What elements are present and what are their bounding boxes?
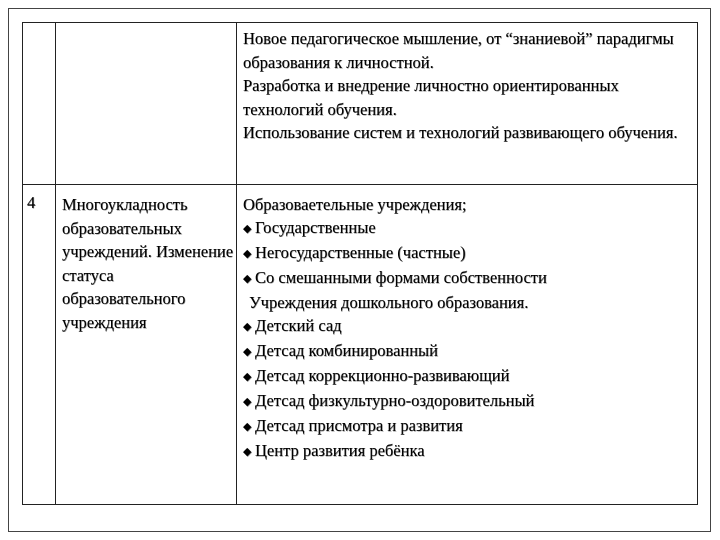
list-item-text: Государственные [255,218,376,237]
diamond-bullet-icon: ◆ [243,396,252,408]
table-right-border [697,22,698,505]
list-item-text: Детский сад [255,316,342,335]
diamond-bullet-icon: ◆ [243,321,252,333]
list-item [243,216,695,241]
list-item-text: Негосударственные (частные) [255,243,466,262]
row1-paragraph: Новое педагогическое мышление, от “знаниевой” парадигмы образования к личностной. [243,29,674,72]
table-top-border [22,22,698,23]
diamond-bullet-icon: ◆ [243,446,252,458]
list-item [243,266,695,291]
list-item-text: Образоваетельные учреждения; [243,195,467,214]
row1-col3-cell [243,27,693,145]
diamond-bullet-icon: ◆ [243,421,252,433]
diamond-bullet-icon: ◆ [243,273,252,285]
list-item [243,364,695,389]
row2-col2-cell: Многоукладность образовательных учреждений. Изменение статуса образовательного учреждения [62,195,234,332]
list-item-text: Центр развития ребёнка [255,441,425,460]
institution-list [243,193,695,464]
diamond-bullet-icon: ◆ [243,223,252,235]
list-item [243,241,695,266]
row2-col3-cell [243,193,695,464]
list-item [243,439,695,464]
list-item [243,193,695,216]
list-item-text: Детсад комбинированный [255,341,438,360]
list-item [243,314,695,339]
list-item-text: Детсад коррекционно-развивающий [255,366,510,385]
diamond-bullet-icon: ◆ [243,248,252,260]
diamond-bullet-icon: ◆ [243,371,252,383]
column-divider-2 [236,22,237,505]
diamond-bullet-icon: ◆ [243,346,252,358]
row1-paragraph: Использование систем и технологий развивающего обучения. [243,123,678,142]
list-item-text: Детсад физкультурно-оздоровительный [255,391,535,410]
list-item [243,389,695,414]
row-divider [22,184,698,185]
list-item-text: Детсад присмотра и развития [255,416,463,435]
row1-paragraph: Разработка и внедрение личностно ориентированных технологий обучения. [243,76,619,119]
table-left-border [22,22,23,505]
list-item-text: Учреждения дошкольного образования. [249,293,529,312]
list-item [243,414,695,439]
column-divider-1 [55,22,56,505]
table-bottom-border [22,504,698,505]
list-item [243,339,695,364]
list-item [243,291,695,314]
row-number: 4 [27,193,36,212]
list-item-text: Со смешанными формами собственности [255,268,547,287]
